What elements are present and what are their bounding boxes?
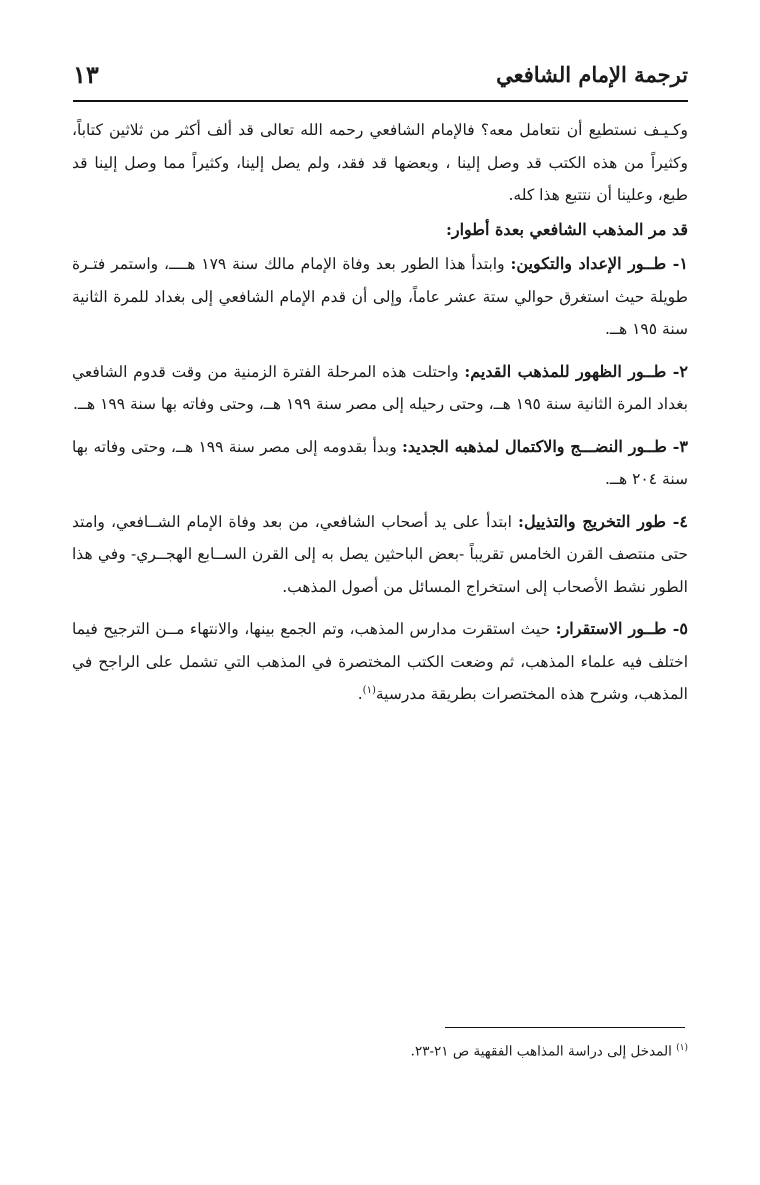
stage-text: وابتدأ هذا الطور بعد وفاة الإمام مالك سنة ١٧٩ هــــ، واستمر فتـرة طويلة حيث استغرق حوالي ستة عشر عاماً، وإلى أن قدم الإمام الشافعي إلى بغداد للمرة الثانية سنة ١٩٥ هــ. <box>72 255 688 338</box>
stage-paragraph-5 <box>72 613 688 711</box>
stage-text: حيث استقرت مدارس المذهب، وتم الجمع بينها، والانتهاء مــن الترجيح فيما اختلف فيه علماء المذهب، ثم وضعت الكتب المختصرة في المذهب التي تشمل على الراجح في المذهب، وشرح هذه المختصرات بطريقة مدرسية <box>72 620 688 703</box>
stage-paragraph-4 <box>72 506 688 604</box>
footnote <box>188 1036 688 1064</box>
sentence-end: . <box>357 685 363 703</box>
footnote-rule <box>445 1027 685 1028</box>
stage-text: واحتلت هذه المرحلة الفترة الزمنية من وقت قدوم الشافعي بغداد المرة الثانية سنة ١٩٥ هــ، وحتى رحيله إلى مصر سنة ١٩٩ هــ، وحتى وفاته بها سنة ١٩٩ هــ. <box>72 362 688 413</box>
stage-paragraph-1 <box>72 248 688 346</box>
stage-title: ١- طــور الإعداد والتكوين: <box>510 254 688 273</box>
stage-title: ٣- طــور النضـــج والاكتمال لمذهبه الجديد: <box>401 436 689 456</box>
stage-text: ابتدأ على يد أصحاب الشافعي، من بعد وفاة الإمام الشــافعي، وامتد حتى منتصف القرن الخامس تقريباً -بعض الباحثين يصل به إلى القرن الســابع الهجــري- وفي هذا الطور نشط الأصحاب إلى استخراج المسائل من أصول المذهب. <box>72 512 688 596</box>
stage-title: ٤- طور التخريج والتذييل: <box>518 511 688 531</box>
footnote-reference: (١) <box>362 684 376 696</box>
section-heading: قد مر المذهب الشافعي بعدة أطوار: <box>445 219 688 239</box>
header-rule <box>73 100 688 102</box>
stage-text: وبدأ بقدومه إلى مصر سنة ١٩٩ هــ، وحتى وفاته بها سنة ٢٠٤ هــ. <box>72 437 688 488</box>
page-body <box>72 114 688 711</box>
stage-paragraph-2 <box>72 356 688 421</box>
footnote-text: المدخل إلى دراسة المذاهب الفقهية ص ٢١-٢٣. <box>410 1043 677 1060</box>
intro-paragraph: وكـيـف نستطيع أن نتعامل معه؟ فالإمام الشافعي رحمه الله تعالى قد ألف أكثر من ثلاثين كتاباً، وكثيراً من هذه الكتب قد وصل إلينا ، وبعضها قد فقد، ولم يصل إلينا، وكثيراً مما وصل إلينا قد طبع، وعلينا أن نتتبع هذا كله. <box>72 121 688 204</box>
footnote-marker: (١) <box>676 1043 688 1053</box>
running-header <box>73 58 688 98</box>
page-number: ١٣ <box>73 60 99 89</box>
header-title: ترجمة الإمام الشافعي <box>496 62 688 87</box>
stage-paragraph-3 <box>72 431 688 496</box>
stage-title: ٥- طــور الاستقرار: <box>555 619 688 638</box>
stage-title: ٢- طــور الظهور للمذهب القديم: <box>464 361 688 381</box>
